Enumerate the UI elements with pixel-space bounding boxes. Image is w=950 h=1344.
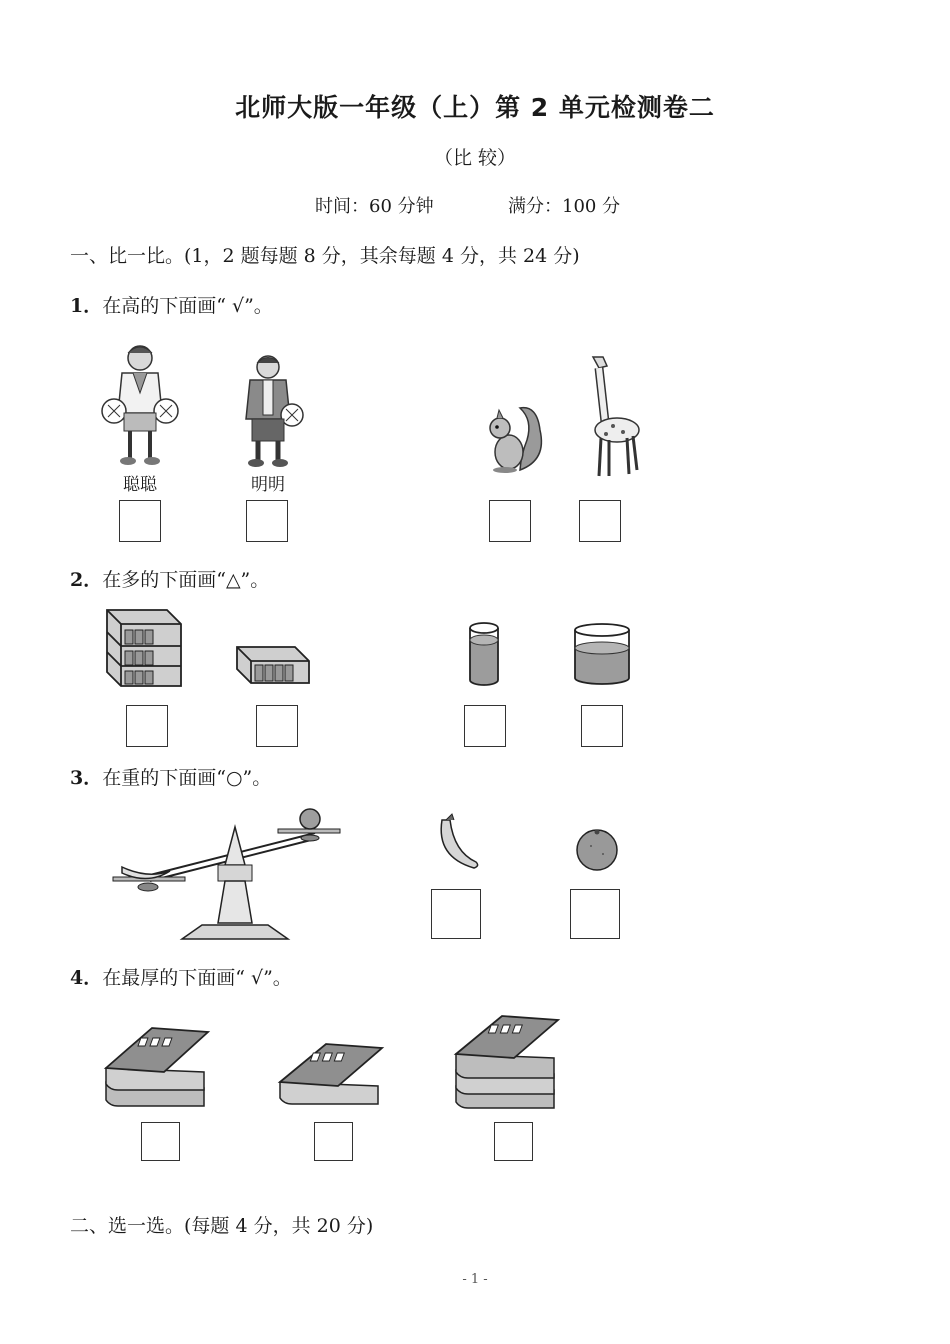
question-number: 1．	[70, 295, 103, 317]
answer-box-book-stack-three[interactable]	[494, 1122, 533, 1161]
page-subtitle: （比 较）	[433, 147, 517, 169]
answer-box-bookshelf-tall[interactable]	[126, 705, 168, 747]
book-stack-three-illustration	[450, 1012, 560, 1112]
answer-box-mingming[interactable]	[246, 500, 288, 542]
narrow-cup-illustration	[466, 622, 502, 688]
section-1-heading: 一、比一比。(1，2 题每题 8 分，其余每题 4 分，共 24 分)	[70, 245, 580, 267]
answer-box-book-stack-two[interactable]	[141, 1122, 180, 1161]
answer-box-narrow-cup[interactable]	[464, 705, 506, 747]
bookshelf-three-tiers-illustration	[103, 606, 185, 690]
question-2	[70, 565, 269, 592]
question-text: 在最厚的下面画“ √”。	[102, 967, 292, 989]
book-stack-one-illustration	[274, 1040, 384, 1110]
boy-mingming-illustration	[232, 353, 307, 468]
answer-box-congcong[interactable]	[119, 500, 161, 542]
label-congcong: 聪聪	[123, 475, 157, 495]
answer-box-orange[interactable]	[570, 889, 620, 939]
wide-cup-illustration	[571, 622, 633, 688]
answer-box-squirrel[interactable]	[489, 500, 531, 542]
answer-box-bookshelf-short[interactable]	[256, 705, 298, 747]
book-stack-two-illustration	[100, 1024, 210, 1110]
answer-box-banana[interactable]	[431, 889, 481, 939]
question-number: 2．	[70, 569, 103, 591]
boy-congcong-illustration	[100, 343, 180, 468]
question-3	[70, 763, 271, 790]
question-number: 4．	[70, 967, 103, 989]
exam-score: 满分：100 分	[508, 196, 621, 217]
giraffe-illustration	[573, 352, 643, 482]
question-number: 3．	[70, 767, 103, 789]
answer-box-giraffe[interactable]	[579, 500, 621, 542]
page-title: 北师大版一年级（上）第 2 单元检测卷二	[235, 93, 715, 122]
section-2-heading: 二、选一选。(每题 4 分，共 20 分)	[70, 1215, 374, 1237]
answer-box-book-stack-one[interactable]	[314, 1122, 353, 1161]
exam-time: 时间：60 分钟	[315, 196, 434, 217]
orange-illustration	[573, 826, 621, 872]
balance-scale-illustration	[110, 805, 350, 945]
bookshelf-one-tier-illustration	[233, 643, 313, 688]
label-mingming: 明明	[251, 475, 285, 495]
question-1	[70, 291, 273, 318]
answer-box-wide-cup[interactable]	[581, 705, 623, 747]
page-number: - 1 -	[462, 1272, 488, 1287]
banana-illustration	[436, 812, 486, 872]
question-4	[70, 963, 292, 990]
question-text: 在重的下面画“○”。	[102, 767, 272, 789]
question-text: 在高的下面画“ √”。	[102, 295, 273, 317]
question-text: 在多的下面画“△”。	[102, 569, 270, 591]
squirrel-illustration	[485, 400, 550, 475]
